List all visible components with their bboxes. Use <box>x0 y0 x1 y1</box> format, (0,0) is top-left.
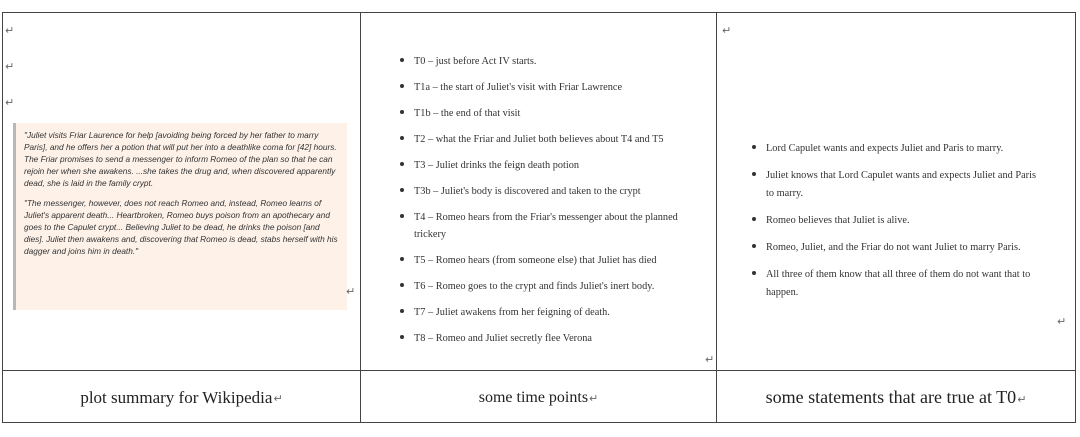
time-points-list <box>399 53 689 356</box>
list-item: Lord Capulet wants and expects Juliet and Paris to marry. <box>751 140 1041 158</box>
plot-summary-cell <box>3 13 360 370</box>
list-item: T1a – the start of Juliet's visit with Friar Lawrence <box>399 79 689 96</box>
list-item: T5 – Romeo hears (from someone else) that Juliet has died <box>399 252 689 269</box>
paragraph-mark: ↵ <box>5 24 15 37</box>
paragraph-mark: ↵ <box>1057 315 1067 328</box>
paragraph-mark: ↵ <box>5 96 15 109</box>
wikipedia-quote-image <box>13 123 347 310</box>
paragraph-mark: ↵ <box>1017 393 1027 406</box>
paragraph-mark: ↵ <box>5 60 15 73</box>
list-item: T4 – Romeo hears from the Friar's messenger about the planned trickery <box>399 209 689 243</box>
paragraph-mark: ↵ <box>273 392 283 405</box>
list-item: T0 – just before Act IV starts. <box>399 53 689 70</box>
caption-time-points <box>361 371 716 424</box>
list-item: T2 – what the Friar and Juliet both believes about T4 and T5 <box>399 131 689 148</box>
list-item: T6 – Romeo goes to the crypt and finds Juliet's inert body. <box>399 278 689 295</box>
time-points-cell <box>361 13 716 370</box>
list-item: Romeo believes that Juliet is alive. <box>751 212 1041 230</box>
quote-paragraph-2: "The messenger, however, does not reach Romeo and, instead, Romeo learns of Juliet's apparent death... Heartbroken, Romeo buys poison from an apothecary and goes to the Capulet crypt... Believing Juliet to be dead, he drinks the poison [and dies]. Juliet then awakens and, discovering that Romeo is dead, stabs herself with his dagger and joins him in death." <box>24 198 338 256</box>
comparison-table <box>2 12 1076 423</box>
quote-paragraph-1: "Juliet visits Friar Laurence for help [avoiding being forced by her father to marry Paris], and he offers her a potion that will put her into a deathlike coma for [42] hours. The Friar promises to send a messenger to inform Romeo of the plan so that he can rejoin her when she awakens. ...she takes the drug and, when discovered apparently dead, she is laid in the family crypt. <box>24 130 337 188</box>
caption-text: some statements that are true at T0 <box>765 387 1017 407</box>
statements-list <box>751 140 1041 311</box>
list-item: Romeo, Juliet, and the Friar do not want Juliet to marry Paris. <box>751 239 1041 257</box>
statements-cell <box>717 13 1075 370</box>
list-item: T7 – Juliet awakens from her feigning of death. <box>399 304 689 321</box>
caption-text: plot summary for Wikipedia <box>80 387 273 407</box>
caption-statements <box>717 371 1075 424</box>
list-item: T8 – Romeo and Juliet secretly flee Verona <box>399 330 689 347</box>
paragraph-mark: ↵ <box>589 392 599 405</box>
caption-plot-summary <box>3 371 360 424</box>
paragraph-mark: ↵ <box>346 285 356 298</box>
list-item: T3b – Juliet's body is discovered and taken to the crypt <box>399 183 689 200</box>
paragraph-mark: ↵ <box>722 24 732 37</box>
caption-text: some time points <box>478 388 589 406</box>
list-item: T1b – the end of that visit <box>399 105 689 122</box>
list-item: All three of them know that all three of them do not want that to happen. <box>751 266 1041 302</box>
list-item: Juliet knows that Lord Capulet wants and expects Juliet and Paris to marry. <box>751 167 1041 203</box>
paragraph-mark: ↵ <box>705 353 715 366</box>
list-item: T3 – Juliet drinks the feign death potion <box>399 157 689 174</box>
